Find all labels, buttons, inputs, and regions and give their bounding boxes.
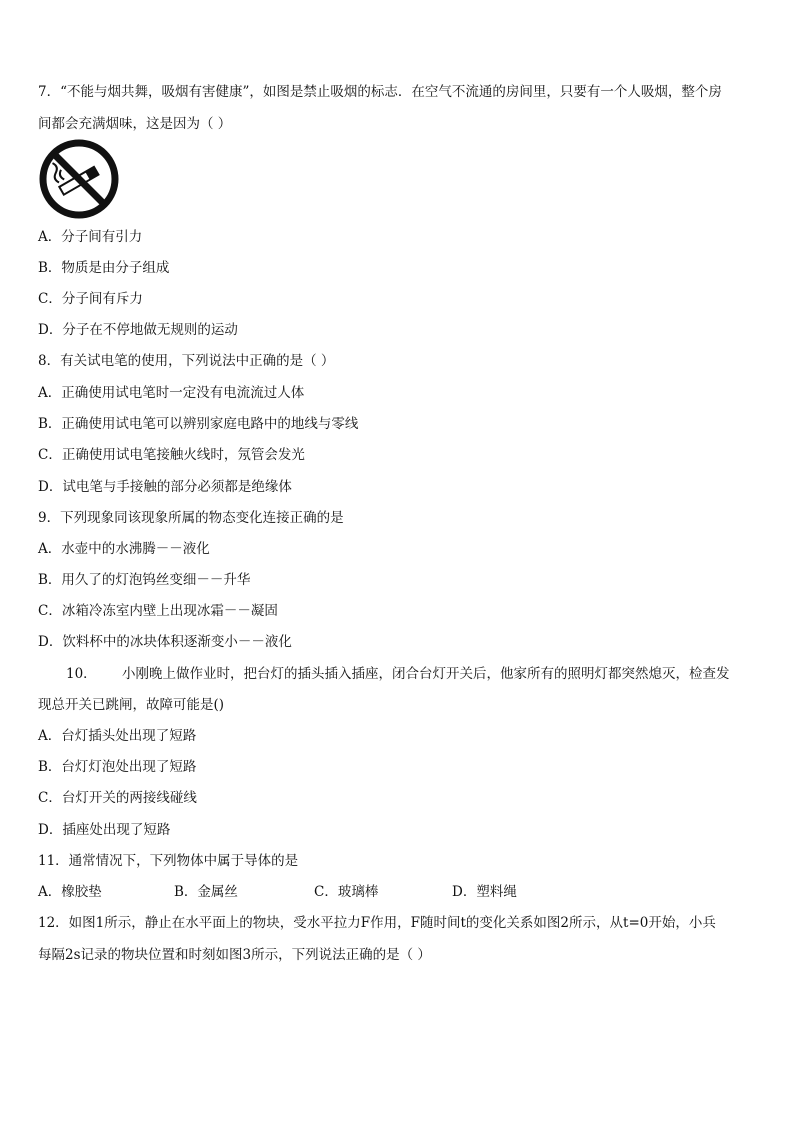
q8-option-b: B．正确使用试电笔可以辨别家庭电路中的地线与零线	[38, 416, 359, 432]
q9-option-b: B．用久了的灯泡钨丝变细－－升华	[38, 572, 251, 588]
q9-option-d: D．饮料杯中的冰块体积逐渐变小－－液化	[38, 634, 292, 650]
q8-stem: 8．有关试电笔的使用，下列说法中正确的是（ ）	[38, 353, 335, 369]
q9-option-c: C．冰箱冷冻室内壁上出现冰霜－－凝固	[38, 603, 278, 619]
q11-option-c: C．玻璃棒	[314, 884, 379, 900]
q10-option-b: B．台灯灯泡处出现了短路	[38, 759, 197, 775]
q11-option-d: D．塑料绳	[452, 884, 517, 900]
q11-option-b: B．金属丝	[174, 884, 238, 900]
q11-stem: 11．通常情况下，下列物体中属于导体的是	[38, 853, 299, 869]
q7-stem-line1: 7．“不能与烟共舞，吸烟有害健康”，如图是禁止吸烟的标志．在空气不流通的房间里，只要有一个人吸烟，整个房	[38, 84, 722, 100]
q8-option-a: A．正确使用试电笔时一定没有电流流过人体	[38, 385, 305, 401]
q8-option-c: C．正确使用试电笔接触火线时，氖管会发光	[38, 447, 305, 463]
q7-option-c: C．分子间有斥力	[38, 291, 143, 307]
q10-option-d: D．插座处出现了短路	[38, 822, 171, 838]
q11-options-row	[38, 882, 598, 902]
q7-option-a: A．分子间有引力	[38, 229, 143, 245]
q10-stem-line2: 现总开关已跳闸，故障可能是()	[38, 697, 225, 713]
q7-stem-line2: 间都会充满烟味，这是因为（ ）	[38, 116, 232, 132]
q9-option-a: A．水壶中的水沸腾－－液化	[38, 541, 210, 557]
q11-option-a: A．橡胶垫	[38, 884, 102, 900]
q12-stem-line1: 12．如图1所示，静止在水平面上的物块，受水平拉力F作用，F随时间t的变化关系如图2所示，从t=0开始，小兵	[38, 915, 716, 931]
q10-option-a: A．台灯插头处出现了短路	[38, 728, 197, 744]
no-smoking-icon	[38, 138, 120, 220]
q8-option-d: D．试电笔与手接触的部分必须都是绝缘体	[38, 479, 292, 495]
q9-stem: 9．下列现象同该现象所属的物态变化连接正确的是	[38, 510, 344, 526]
q12-stem-line2: 每隔2s记录的物块位置和时刻如图3所示，下列说法正确的是（ ）	[38, 947, 431, 963]
q10-stem-line1: 小刚晚上做作业时，把台灯的插头插入插座，闭合台灯开关后，他家所有的照明灯都突然熄灭，检查发	[122, 666, 730, 682]
q7-option-b: B．物质是由分子组成	[38, 260, 170, 276]
q10-number: 10．	[66, 666, 97, 682]
q10-option-c: C．台灯开关的两接线碰线	[38, 790, 197, 806]
q7-option-d: D．分子在不停地做无规则的运动	[38, 322, 238, 338]
